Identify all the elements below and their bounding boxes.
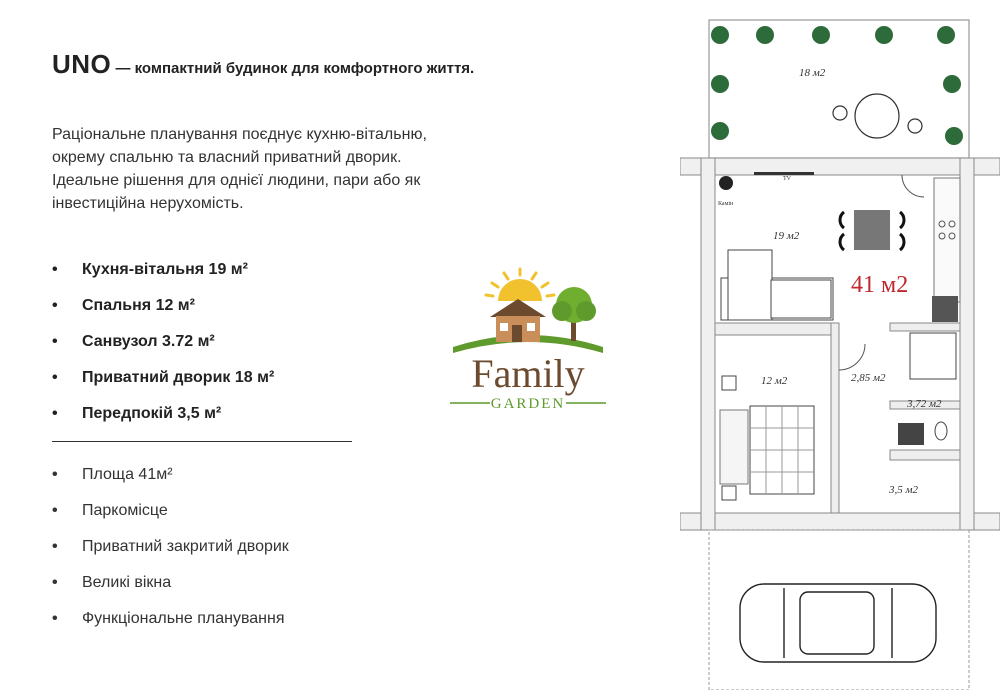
room-item: • Санвузол 3.72 м² <box>52 330 274 366</box>
fireplace-label: Камін <box>718 201 734 207</box>
patio-table-icon <box>833 94 922 138</box>
intro-line: Раціональне планування поєднує кухню-вітальню, <box>52 126 427 143</box>
feature-list <box>52 463 289 643</box>
wall-top <box>680 158 1000 175</box>
total-area-label: 41 м2 <box>851 272 909 298</box>
family-garden-logo <box>448 265 608 415</box>
tagline: — компактний будинок для комфортного життя. <box>111 60 475 77</box>
logo-name: Family <box>471 351 585 396</box>
feature-item: • Приватний закритий дворик <box>52 535 289 571</box>
room-item: • Спальня 12 м² <box>52 294 274 330</box>
floor-plan-drawing <box>680 18 1000 690</box>
fridge-icon <box>932 296 958 322</box>
car-icon <box>740 584 936 662</box>
nightstand-icon <box>722 486 736 500</box>
bed-icon <box>720 406 814 494</box>
wall-bottom <box>680 513 1000 530</box>
wall-hall <box>890 450 960 460</box>
courtyard-area-label: 18 м2 <box>799 67 826 79</box>
kitchen-counter <box>934 178 960 302</box>
room-item: • Передпокій 3,5 м² <box>52 402 274 438</box>
sun-icon <box>486 269 554 301</box>
wall-bathroom-top <box>890 323 960 331</box>
courtyard-shrubs <box>711 26 963 145</box>
wall-right <box>960 158 974 530</box>
tree-icon <box>552 287 596 341</box>
dining-table-icon <box>840 210 904 250</box>
fireplace-icon <box>719 176 733 190</box>
intro-line: Ідеальне рішення для однієї людини, пари або як <box>52 172 421 189</box>
room-list <box>52 258 274 438</box>
tv-label: TV <box>783 176 791 182</box>
house-icon <box>490 299 546 342</box>
door-arc <box>902 175 924 197</box>
wall-bedroom-top <box>715 323 831 335</box>
nightstand-icon <box>722 376 736 390</box>
bathroom-area-label: 3,72 м2 <box>907 398 942 410</box>
room-item: • Приватний дворик 18 м² <box>52 366 274 402</box>
bedroom-area-label: 12 м2 <box>761 375 788 387</box>
feature-item: • Функціональне планування <box>52 607 289 643</box>
sink-icon <box>898 423 924 445</box>
wall-bedroom-right <box>831 323 839 513</box>
intro-line: інвестиційна нерухомість. <box>52 195 244 212</box>
toilet-icon <box>935 422 947 440</box>
room-item: • Кухня-вітальня 19 м² <box>52 258 274 294</box>
feature-item: • Площа 41м² <box>52 463 289 499</box>
feature-item: • Паркомісце <box>52 499 289 535</box>
hall-area-label: 3,5 м2 <box>889 484 919 496</box>
intro-paragraph <box>52 123 512 215</box>
bedroom-door-arc <box>839 344 865 370</box>
floor-plan <box>680 18 1000 690</box>
corridor-area-label: 2,85 м2 <box>851 372 886 384</box>
tv-icon <box>754 172 814 175</box>
courtyard-fence <box>709 20 969 158</box>
intro-line: окрему спальню та власний приватний дворик. <box>52 149 402 166</box>
feature-item: • Великі вікна <box>52 571 289 607</box>
brand-name: UNO <box>52 49 112 79</box>
page-title <box>52 49 532 81</box>
divider <box>52 441 352 442</box>
living-area-label: 19 м2 <box>773 230 800 242</box>
sofa-icon <box>721 250 833 320</box>
logo-sub: GARDEN <box>490 396 566 412</box>
shower-icon <box>910 333 956 379</box>
wall-left <box>701 158 715 530</box>
